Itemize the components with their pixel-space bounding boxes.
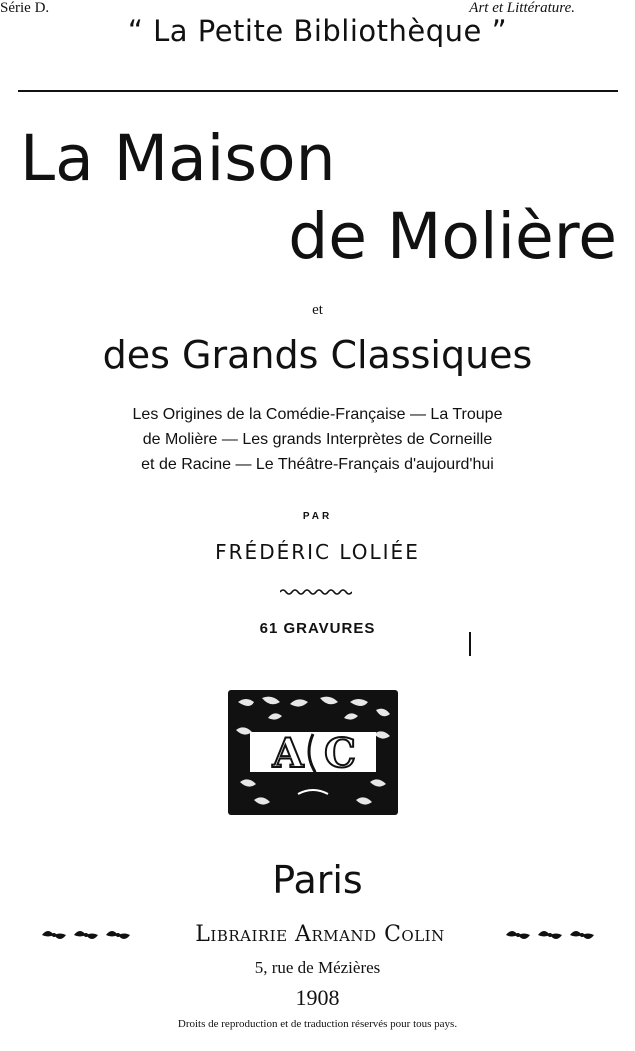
subtitle-block xyxy=(0,402,635,477)
author-name: FRÉDÉRIC LOLIÉE xyxy=(215,540,420,564)
collection-label: Art et Littérature. xyxy=(469,0,575,16)
header-rule xyxy=(18,90,618,92)
floral-ornament-icon xyxy=(504,927,600,943)
rights-notice: Droits de reproduction et de traduction réservés pour tous pays. xyxy=(177,1018,458,1030)
publisher-name: Librairie Armand Colin xyxy=(195,922,445,947)
ac-monogram-icon xyxy=(228,690,398,815)
floral-ornament-icon xyxy=(40,927,136,943)
series-label: Série D. xyxy=(0,0,50,16)
publisher-row xyxy=(40,922,600,947)
imprint-city: Paris xyxy=(272,858,363,902)
svg-text:A: A xyxy=(272,730,304,777)
illustrations-count: 61 GRAVURES xyxy=(259,620,376,637)
series-title: “ La Petite Bibliothèque ” xyxy=(127,14,508,48)
publisher-address: 5, rue de Mézières xyxy=(254,958,381,977)
subtitle-line: de Molière — Les grands Interprètes de Corneille xyxy=(142,431,493,448)
title-line-3: des Grands Classiques xyxy=(102,333,533,377)
wavy-divider xyxy=(280,588,352,596)
svg-text:C: C xyxy=(324,730,356,777)
title-conjunction: et xyxy=(312,302,323,318)
stray-ink-mark xyxy=(469,632,471,656)
subtitle-line: Les Origines de la Comédie-Française — La Troupe xyxy=(132,406,503,423)
byline-par: PAR xyxy=(302,511,333,522)
title-line-2: de Molière xyxy=(288,200,617,273)
subtitle-line: et de Racine — Le Théâtre-Français d'aujourd'hui xyxy=(141,456,494,473)
publication-year: 1908 xyxy=(295,985,340,1010)
title-line-1: La Maison xyxy=(20,122,336,195)
